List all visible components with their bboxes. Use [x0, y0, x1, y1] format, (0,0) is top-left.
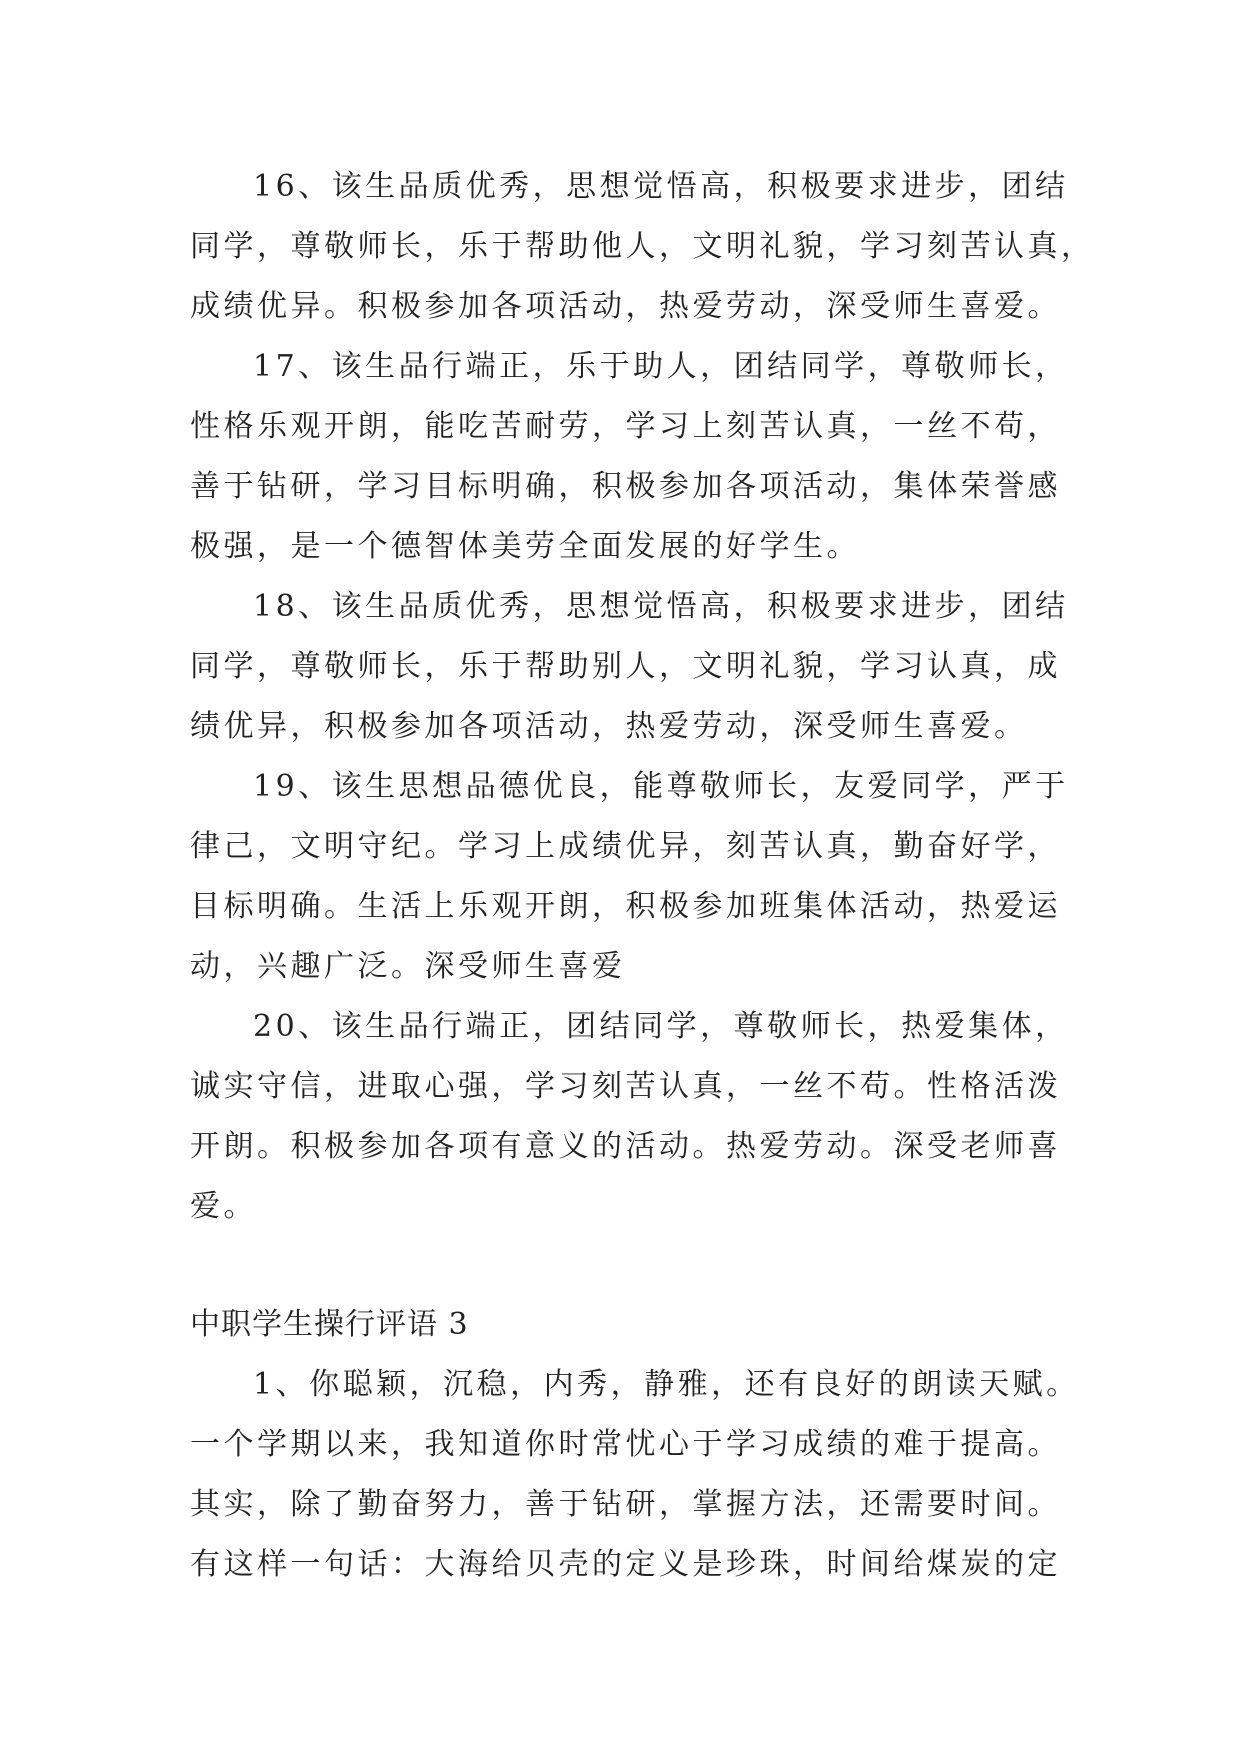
text-line: 16、该生品质优秀，思想觉悟高，积极要求进步，团结 — [253, 169, 1069, 204]
text-line: 律己，文明守纪。学习上成绩优异，刻苦认真，勤奋好学， — [190, 829, 1061, 864]
text-line: 有这样一句话：大海给贝壳的定义是珍珠，时间给煤炭的定 — [190, 1547, 1061, 1582]
comment-paragraph-17 — [190, 337, 1069, 577]
text-line: 成绩优异。积极参加各项活动，热爱劳动，深受师生喜爱。 — [190, 289, 1061, 324]
comment-paragraph-16 — [190, 157, 1095, 337]
text-line: 同学，尊敬师长，乐于帮助他人，文明礼貌，学习刻苦认真， — [190, 229, 1095, 264]
text-line: 1、你聪颖，沉稳，内秀，静雅，还有良好的朗读天赋。 — [253, 1367, 1080, 1402]
comment-paragraph-20 — [190, 997, 1069, 1237]
comment-paragraph-1 — [190, 1355, 1080, 1595]
text-line: 一个学期以来，我知道你时常忧心于学习成绩的难于提高。 — [190, 1427, 1061, 1462]
text-line: 17、该生品行端正，乐于助人，团结同学，尊敬师长， — [253, 349, 1069, 384]
text-line: 20、该生品行端正，团结同学，尊敬师长，热爱集体， — [253, 1009, 1069, 1044]
text-line: 绩优异，积极参加各项活动，热爱劳动，深受师生喜爱。 — [190, 709, 1028, 744]
section-spacer — [190, 1237, 1060, 1295]
text-line: 极强，是一个德智体美劳全面发展的好学生。 — [190, 529, 860, 564]
text-line: 善于钻研，学习目标明确，积极参加各项活动，集体荣誉感 — [190, 469, 1061, 504]
section-heading: 中职学生操行评语 3 — [190, 1307, 469, 1342]
text-line: 目标明确。生活上乐观开朗，积极参加班集体活动，热爱运 — [190, 889, 1061, 924]
text-line: 开朗。积极参加各项有意义的活动。热爱劳动。深受老师喜 — [190, 1129, 1061, 1164]
text-line: 18、该生品质优秀，思想觉悟高，积极要求进步，团结 — [253, 589, 1069, 624]
comment-paragraph-19 — [190, 757, 1069, 997]
text-line: 爱。 — [190, 1189, 257, 1224]
text-line: 其实，除了勤奋努力，善于钻研，掌握方法，还需要时间。 — [190, 1487, 1061, 1522]
text-line: 诚实守信，进取心强，学习刻苦认真，一丝不苟。性格活泼 — [190, 1069, 1061, 1104]
document-body — [190, 157, 1095, 1595]
text-line: 同学，尊敬师长，乐于帮助别人，文明礼貌，学习认真，成 — [190, 649, 1061, 684]
text-line: 动，兴趣广泛。深受师生喜爱 — [190, 949, 626, 984]
text-line: 19、该生思想品德优良，能尊敬师长，友爱同学，严于 — [253, 769, 1069, 804]
comment-paragraph-18 — [190, 577, 1069, 757]
text-line: 性格乐观开朗，能吃苦耐劳，学习上刻苦认真，一丝不苟， — [190, 409, 1061, 444]
